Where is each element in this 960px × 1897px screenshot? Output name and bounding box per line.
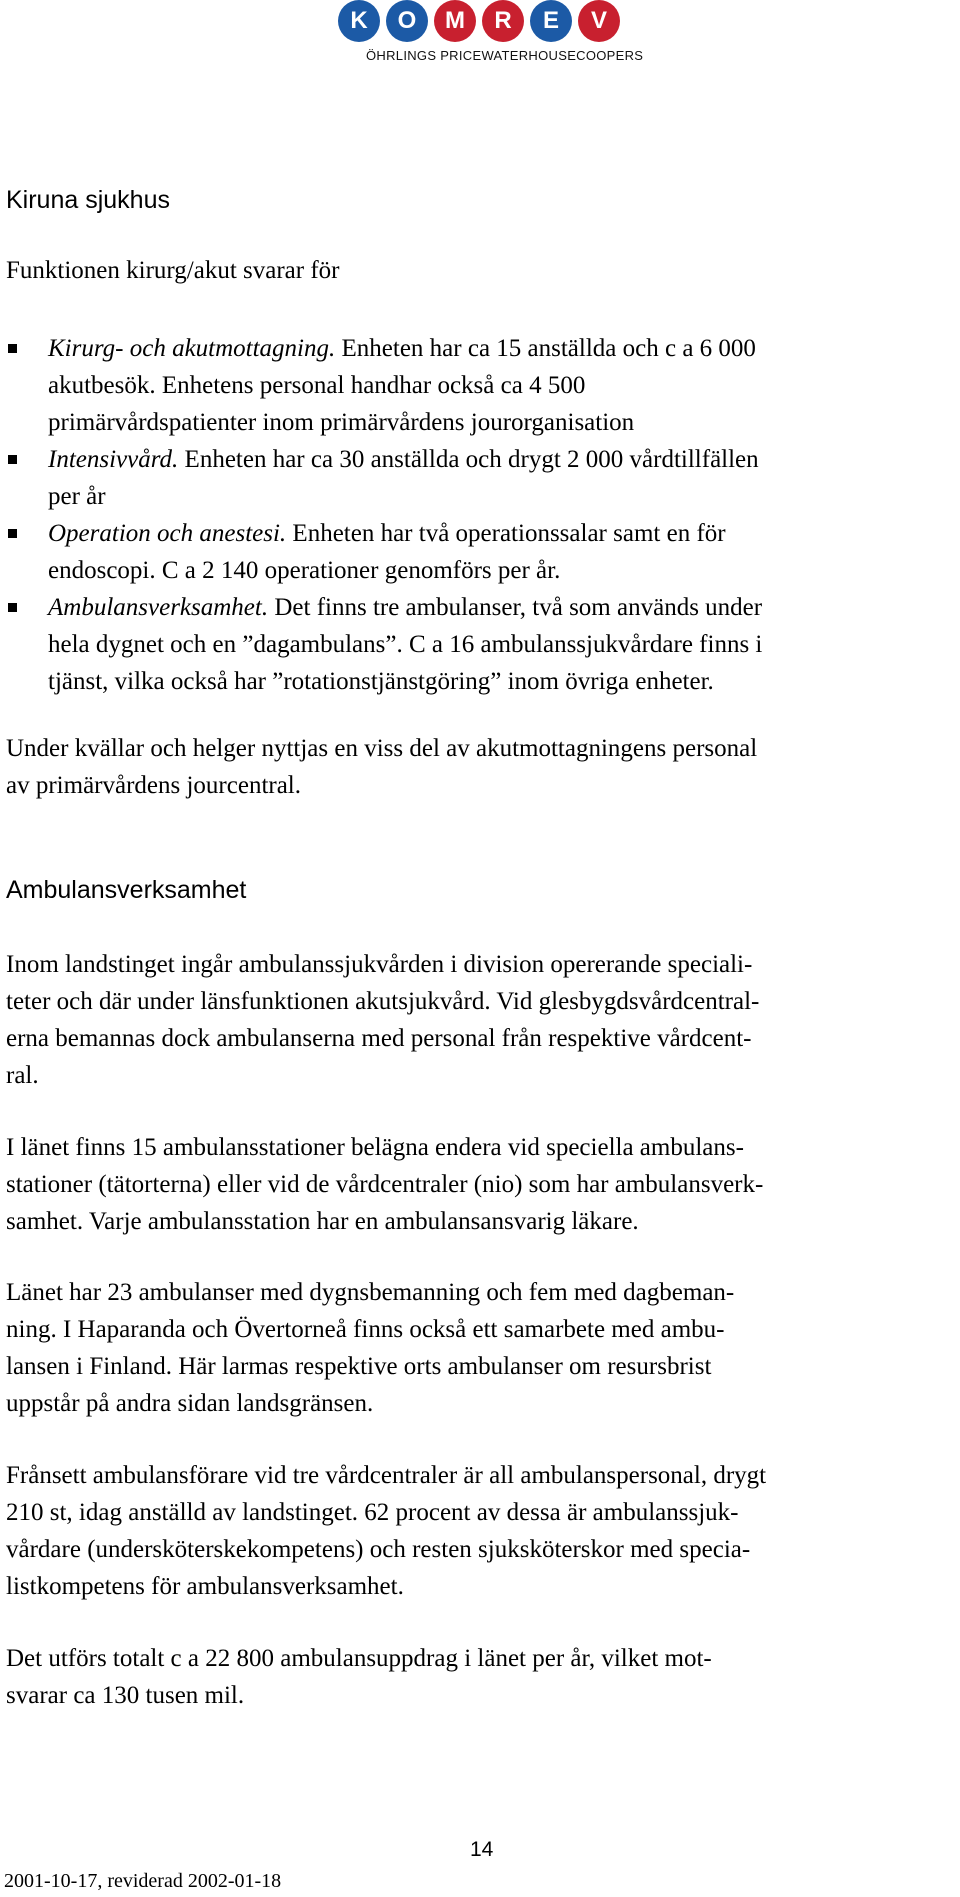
section-heading-kiruna: Kiruna sjukhus: [6, 186, 170, 214]
paragraph-line: uppstår på andra sidan landsgränsen.: [6, 1390, 374, 1417]
bullet-line: endoscopi. C a 2 140 operationer genomförs per år.: [48, 557, 561, 584]
bullet-line: [48, 589, 956, 626]
bullet-square-icon: [8, 455, 17, 464]
paragraph-line: av primärvårdens jourcentral.: [6, 772, 302, 799]
logo-letter-m: M: [434, 0, 476, 42]
section-heading-ambulans: Ambulansverksamhet: [6, 876, 247, 904]
komrev-logo: [0, 0, 960, 70]
bullet-title: Ambulansverksamhet.: [48, 594, 269, 621]
bullet-item-ambulans: [6, 589, 956, 700]
paragraph-line: 210 st, idag anställd av landstinget. 62 procent av dessa är ambulanssjuk-: [6, 1499, 739, 1526]
logo-letter-o: O: [386, 0, 428, 42]
bullet-item-intensiv: [6, 441, 956, 515]
bullet-text: Enheten har ca 30 anställda och drygt 2 000 vårdtillfällen: [178, 446, 759, 473]
paragraph-line: stationer (tätorterna) eller vid de vårdcentraler (nio) som har ambulansverk-: [6, 1171, 764, 1198]
paragraph-personnel: [6, 1457, 766, 1605]
paragraph-line: lansen i Finland. Här larmas respektive orts ambulanser om resursbrist: [6, 1353, 712, 1380]
bullet-line: akutbesök. Enhetens personal handhar också ca 4 500: [48, 372, 586, 399]
paragraph-line: teter och där under länsfunktionen akutsjukvård. Vid glesbygdsvårdcentral-: [6, 988, 760, 1015]
paragraph-line: vårdare (undersköterskekompetens) och resten sjuksköterskor med specia-: [6, 1536, 751, 1563]
paragraph-stations: [6, 1129, 763, 1240]
bullet-line: [48, 441, 956, 478]
bullet-list: [6, 330, 956, 700]
paragraph-division: [6, 946, 759, 1094]
logo-letter-e: E: [530, 0, 572, 42]
bullet-line: tjänst, vilka också har ”rotationstjänstgöring” inom övriga enheter.: [48, 668, 714, 695]
bullet-line: [48, 330, 956, 367]
footer-date: 2001-10-17, reviderad 2002-01-18: [4, 1870, 282, 1892]
paragraph-line: Det utförs totalt c a 22 800 ambulansuppdrag i länet per år, vilket mot-: [6, 1645, 712, 1672]
bullet-text: Enheten har två operationssalar samt en för: [286, 520, 726, 547]
paragraph-line: listkompetens för ambulansverksamhet.: [6, 1573, 404, 1600]
logo-letter-r: R: [482, 0, 524, 42]
bullet-line: [48, 515, 956, 552]
closing-paragraph: [6, 730, 757, 804]
bullet-line: per år: [48, 483, 106, 510]
paragraph-ambulances: [6, 1274, 734, 1422]
bullet-title: Operation och anestesi.: [48, 520, 287, 547]
paragraph-line: I länet finns 15 ambulansstationer belägna endera vid speciella ambulans-: [6, 1134, 744, 1161]
logo-letter-v: V: [578, 0, 620, 42]
paragraph-line: Länet har 23 ambulanser med dygnsbemanning och fem med dagbeman-: [6, 1279, 735, 1306]
paragraph-assignments: [6, 1640, 712, 1714]
paragraph-line: erna bemannas dock ambulanserna med personal från respektive vårdcent-: [6, 1025, 752, 1052]
logo-letter-k: K: [338, 0, 380, 42]
paragraph-line: Frånsett ambulansförare vid tre vårdcentraler är all ambulanspersonal, drygt: [6, 1462, 767, 1489]
bullet-square-icon: [8, 603, 17, 612]
bullet-item-akut: [6, 330, 956, 441]
paragraph-line: samhet. Varje ambulansstation har en ambulansansvarig läkare.: [6, 1208, 639, 1235]
intro-paragraph: Funktionen kirurg/akut svarar för: [6, 257, 340, 284]
bullet-line: primärvårdspatienter inom primärvårdens jourorganisation: [48, 409, 635, 436]
bullet-square-icon: [8, 529, 17, 538]
paragraph-line: svarar ca 130 tusen mil.: [6, 1682, 245, 1709]
paragraph-line: Inom landstinget ingår ambulanssjukvården i division opererande speciali-: [6, 951, 753, 978]
paragraph-line: Under kvällar och helger nyttjas en viss del av akutmottagningens personal: [6, 735, 758, 762]
bullet-item-operation: [6, 515, 956, 589]
bullet-title: Kirurg- och akutmottagning.: [48, 335, 336, 362]
paragraph-line: ral.: [6, 1062, 39, 1089]
bullet-line: hela dygnet och en ”dagambulans”. C a 16 ambulanssjukvårdare finns i: [48, 631, 763, 658]
bullet-square-icon: [8, 344, 17, 353]
bullet-title: Intensivvård.: [48, 446, 179, 473]
logo-subtitle: ÖHRLINGS PRICEWATERHOUSECOOPERS: [366, 48, 644, 63]
logo-letter-circles: [338, 0, 620, 42]
bullet-text: Enheten har ca 15 anställda och c a 6 000: [335, 335, 756, 362]
bullet-text: Det finns tre ambulanser, två som används under: [268, 594, 763, 621]
paragraph-line: ning. I Haparanda och Övertorneå finns också ett samarbete med ambu-: [6, 1316, 725, 1343]
page-number: 14: [470, 1838, 494, 1861]
